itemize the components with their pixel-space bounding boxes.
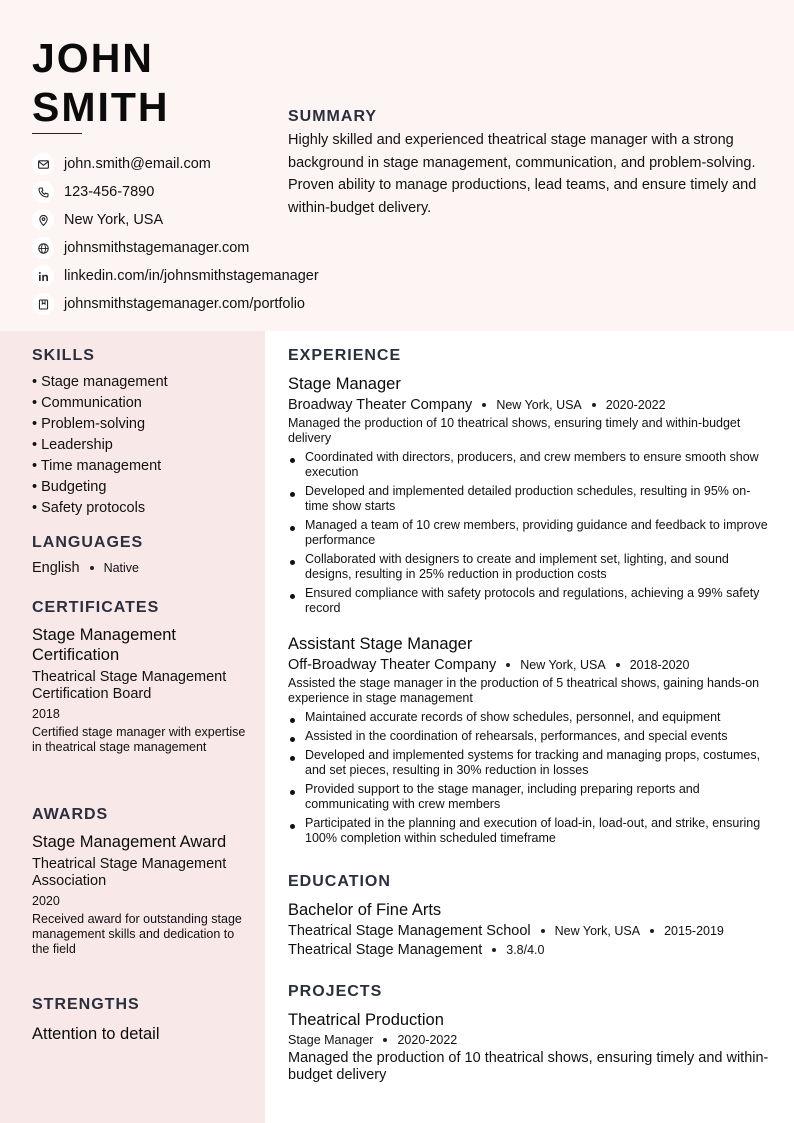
list-item: Collaborated with designers to create and implement set, lighting, and sound designs, resulting in 25% reduction in production costs [288,552,770,582]
job-dates: 2020-2022 [605,398,666,412]
job-location: New York, USA [520,658,606,672]
school-location: New York, USA [554,924,641,938]
project-meta [288,1033,770,1047]
summary-heading: SUMMARY [288,108,378,125]
separator-dot [541,929,545,933]
summary-text: Highly skilled and experienced theatrical stage manager with a strong background in stage management, communication, and problem-solving. Proven ability to manage productions, lead teams, and ensure timely and within-budget delivery. [288,132,757,217]
education-section [288,873,770,958]
awards-heading: AWARDS [32,806,109,823]
contact-email-text: john.smith@email.com [64,156,211,172]
certificate-title: Stage Management Certification [32,626,177,664]
summary-section [288,108,768,220]
skills-list [32,372,247,519]
contact-portfolio[interactable] [32,290,319,318]
linkedin-icon [32,265,54,287]
bookmark-icon [32,293,54,315]
separator-dot [492,948,496,952]
last-name: SMITH [32,84,170,130]
list-item: • Safety protocols [32,500,146,516]
job-entry [288,634,770,846]
job-description: Managed the production of 10 theatrical shows, ensuring timely and within-budget delivery [288,416,741,445]
awards-section [32,806,247,957]
job-title: Assistant Stage Manager [288,635,473,653]
separator-dot [650,929,654,933]
contact-linkedin-text: linkedin.com/in/johnsmithstagemanager [64,268,319,284]
list-item: • Leadership [32,437,113,453]
gpa: 3.8/4.0 [506,943,545,957]
education-meta [288,923,770,939]
field-of-study: Theatrical Stage Management [288,942,483,958]
candidate-name [32,34,170,132]
education-dates: 2015-2019 [664,924,724,938]
job-company: Off-Broadway Theater Company [288,657,497,673]
languages-section [32,534,247,576]
list-item: • Stage management [32,374,168,390]
contact-list [32,150,319,318]
project-role: Stage Manager [288,1033,374,1047]
list-item: Managed a team of 10 crew members, providing guidance and feedback to improve performance [288,518,770,548]
skills-heading: SKILLS [32,347,95,364]
certificate-issuer: Theatrical Stage Management Certification Board [32,669,227,702]
project-dates: 2020-2022 [397,1033,458,1047]
job-company: Broadway Theater Company [288,397,473,413]
job-dates: 2018-2020 [629,658,690,672]
first-name: JOHN [32,35,154,81]
contact-phone-text: 123-456-7890 [64,184,155,200]
job-meta [288,657,770,673]
experience-section [288,347,770,850]
education-heading: EDUCATION [288,873,391,890]
list-item: • Communication [32,395,142,411]
separator-dot [592,403,596,407]
contact-website[interactable] [32,234,319,262]
separator-dot [616,663,620,667]
globe-icon [32,237,54,259]
award-title: Stage Management Award [32,833,227,851]
school-name: Theatrical Stage Management School [288,923,531,939]
contact-location [32,206,319,234]
separator-dot [506,663,510,667]
contact-location-text: New York, USA [64,212,164,228]
strengths-heading: STRENGTHS [32,996,140,1013]
skills-section [32,347,247,519]
list-item: Maintained accurate records of show schedules, personnel, and equipment [288,710,770,725]
contact-phone[interactable] [32,178,319,206]
certificate-description: Certified stage manager with expertise in theatrical stage management [32,725,246,754]
job-bullets [288,710,770,846]
projects-heading: PROJECTS [288,983,383,1000]
languages-heading: LANGUAGES [32,534,144,551]
certificate-year: 2018 [32,707,60,721]
name-divider [32,133,82,134]
job-meta [288,397,770,413]
location-pin-icon [32,209,54,231]
contact-website-text: johnsmithstagemanager.com [64,240,250,256]
education-field-row [288,942,770,958]
list-item: Provided support to the stage manager, including preparing reports and communicating with crew members [288,782,770,812]
award-year: 2020 [32,894,60,908]
job-location: New York, USA [496,398,582,412]
list-item: • Budgeting [32,479,107,495]
mail-icon [32,153,54,175]
list-item: Assisted in the coordination of rehearsals, performances, and special events [288,729,770,744]
degree-title: Bachelor of Fine Arts [288,901,442,919]
phone-icon [32,181,54,203]
strength-item: Attention to detail [32,1025,160,1043]
contact-linkedin[interactable] [32,262,319,290]
award-issuer: Theatrical Stage Management Association [32,856,227,889]
project-description: Managed the production of 10 theatrical shows, ensuring timely and within-budget delivery [288,1050,769,1083]
list-item: Coordinated with directors, producers, and crew members to ensure smooth show execution [288,450,770,480]
list-item: Developed and implemented detailed production schedules, resulting in 95% on-time show starts [288,484,770,514]
separator-dot [90,566,94,570]
language-level: Native [103,561,139,575]
certificates-heading: CERTIFICATES [32,599,160,616]
experience-heading: EXPERIENCE [288,347,402,364]
separator-dot [383,1038,387,1042]
language-item [32,560,247,576]
list-item: • Time management [32,458,162,474]
list-item: Developed and implemented systems for tracking and managing props, costumes, and set pieces, resulting in 30% reduction in losses [288,748,770,778]
project-title: Theatrical Production [288,1011,444,1029]
award-description: Received award for outstanding stage management skills and dedication to the field [32,912,242,956]
list-item: Participated in the planning and execution of load-in, load-out, and strike, ensuring 100% completion within scheduled timeframe [288,816,770,846]
list-item: • Problem-solving [32,416,146,432]
job-entry [288,374,770,616]
projects-section [288,983,770,1084]
job-description: Assisted the stage manager in the production of 5 theatrical shows, gaining hands-on experience in stage management [288,676,760,705]
separator-dot [482,403,486,407]
language-name: English [32,560,80,576]
contact-portfolio-text: johnsmithstagemanager.com/portfolio [64,296,305,312]
contact-email[interactable] [32,150,319,178]
job-title: Stage Manager [288,375,401,393]
strengths-section [32,996,247,1044]
certificates-section [32,599,247,755]
job-bullets [288,450,770,616]
list-item: Ensured compliance with safety protocols and regulations, achieving a 99% safety record [288,586,770,616]
